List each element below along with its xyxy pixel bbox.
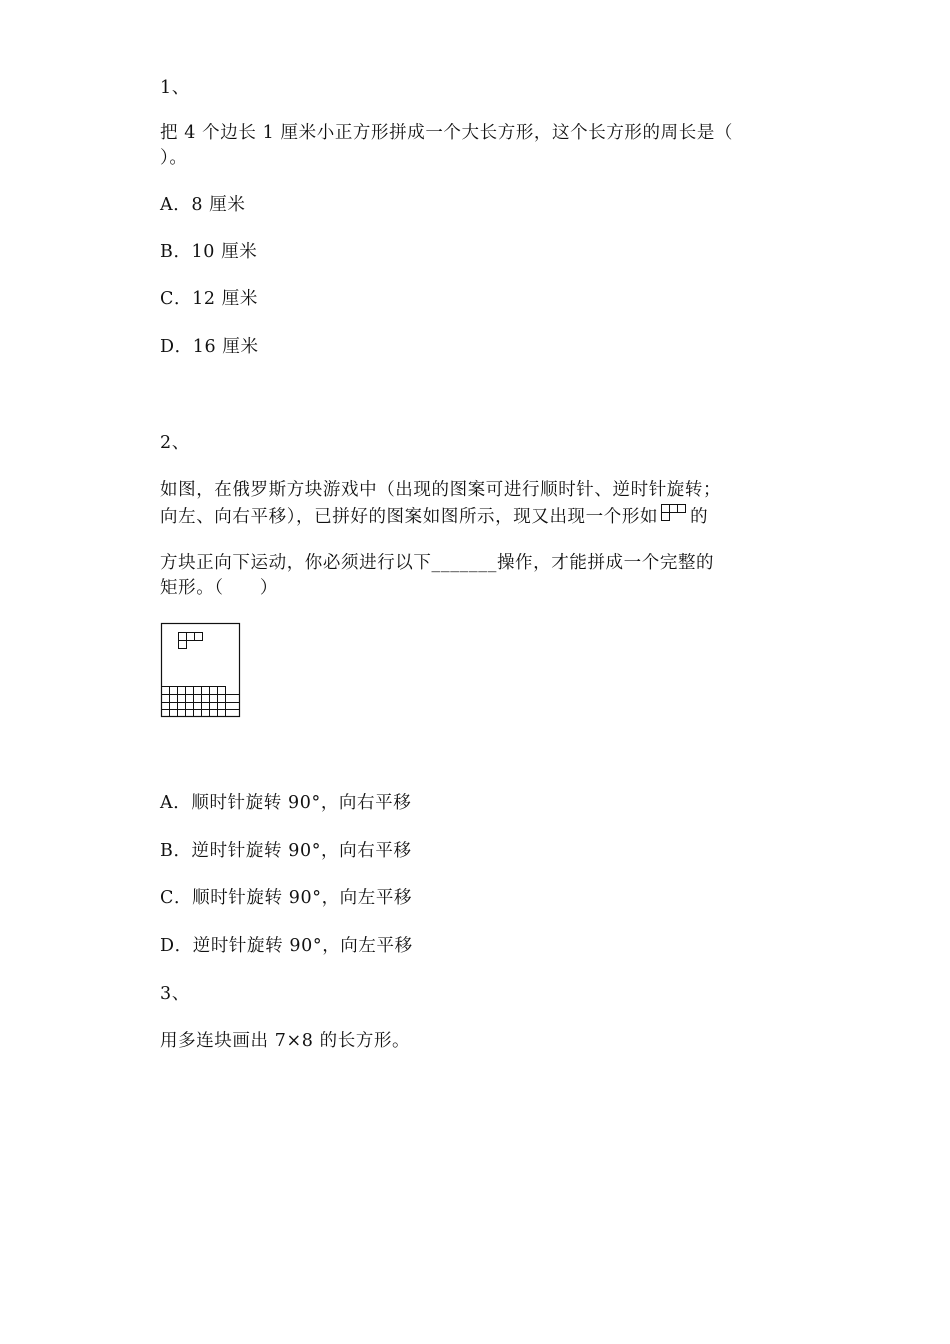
q1-option-b: B．10 厘米 bbox=[160, 242, 258, 262]
q2-option-b: B．逆时针旋转 90°，向右平移 bbox=[160, 841, 412, 861]
q2-option-c: C．顺时针旋转 90°，向左平移 bbox=[160, 888, 413, 908]
q1-stem-line1: 把 4 个边长 1 厘米小正方形拼成一个大长方形，这个长方形的周长是（ bbox=[160, 123, 734, 143]
q2-option-d: D．逆时针旋转 90°，向左平移 bbox=[160, 936, 413, 956]
q2-stem-line3: 方块正向下运动，你必须进行以下_______操作，才能拼成一个完整的 bbox=[160, 553, 715, 573]
q2-stem-line2 bbox=[160, 503, 708, 529]
q1-option-d: D．16 厘米 bbox=[160, 337, 259, 357]
tetromino-piece-icon bbox=[660, 503, 688, 525]
q2-stem-line2-after: 的 bbox=[690, 507, 709, 527]
q2-option-a: A．顺时针旋转 90°，向右平移 bbox=[160, 793, 412, 813]
q1-stem-line2: ）。 bbox=[160, 148, 188, 168]
q1-option-a: A．8 厘米 bbox=[160, 195, 246, 215]
tetris-board-figure bbox=[160, 622, 244, 720]
q3-stem: 用多连块画出 7×8 的长方形。 bbox=[160, 1031, 411, 1051]
q1-option-c: C．12 厘米 bbox=[160, 289, 258, 309]
falling-piece bbox=[179, 633, 203, 649]
q2-stem-line2-before: 向左、向右平移），已拼好的图案如图所示，现又出现一个形如 bbox=[160, 507, 659, 527]
stacked-blocks bbox=[162, 687, 240, 717]
q2-stem-line4: 矩形。（ ） bbox=[160, 578, 278, 598]
q1-number: 1、 bbox=[160, 78, 190, 98]
q2-stem-line1: 如图，在俄罗斯方块游戏中（出现的图案可进行顺时针、逆时针旋转； bbox=[160, 480, 722, 500]
q2-number: 2、 bbox=[160, 433, 190, 453]
q3-number: 3、 bbox=[160, 984, 190, 1004]
